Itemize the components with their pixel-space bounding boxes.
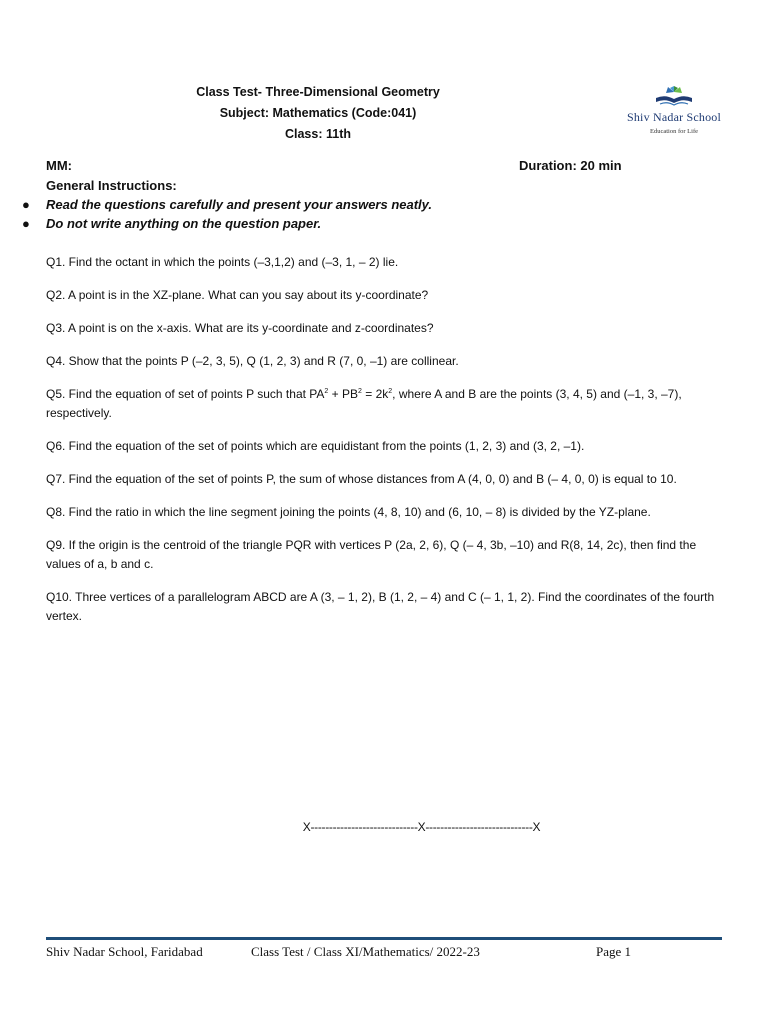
footer-page-number: Page 1 — [596, 944, 632, 959]
question-9: Q9. If the origin is the centroid of the triangle PQR with vertices P (2a, 2, 6), Q (– 4, 3b, –10) and R(8, 14, 2c), then find the values of a, b and c. — [46, 538, 697, 571]
question-4: Q4. Show that the points P (–2, 3, 5), Q (1, 2, 3) and R (7, 0, –1) are collinear. — [46, 354, 459, 368]
question-10: Q10. Three vertices of a parallelogram ABCD are A (3, – 1, 2), B (1, 2, – 4) and C (– 1, 1, 2). Find the coordinates of the fourth vertex. — [46, 590, 715, 623]
question-1: Q1. Find the octant in which the points (–3,1,2) and (–3, 1, – 2) lie. — [46, 255, 399, 269]
bullet-icon: ● — [22, 197, 30, 212]
subject-line: Subject: Mathematics (Code:041) — [219, 106, 417, 120]
question-2: Q2. A point is in the XZ-plane. What can you say about its y-coordinate? — [46, 288, 429, 302]
footer-rule — [46, 937, 722, 940]
instruction-text: Do not write anything on the question paper. — [46, 216, 322, 231]
document-header — [0, 82, 636, 145]
question-5: Q5. Find the equation of set of points P such that $PA^2 + PB^2 = 2k^2$, where A and B are the points (3, 4, 5) and (–1, 3, –7), respectively. — [46, 387, 682, 420]
bullet-icon: ● — [22, 216, 30, 231]
max-marks: MM: — [46, 158, 72, 173]
school-logo-name: Shiv Nadar School — [626, 110, 722, 124]
instructions-heading: General Instructions: — [46, 178, 177, 193]
question-3: Q3. A point is on the x-axis. What are its y-coordinate and z-coordinates? — [46, 321, 434, 335]
instruction-item — [22, 216, 321, 231]
book-emblem-icon — [654, 86, 694, 108]
question-6: Q6. Find the equation of the set of points which are equidistant from the points (1, 2, 3) and (3, 2, –1). — [46, 439, 585, 453]
school-logo — [626, 86, 722, 135]
class-line: Class: 11th — [284, 127, 351, 141]
school-logo-tagline: Education for Life — [649, 128, 698, 135]
duration: Duration: 20 min — [519, 158, 622, 173]
question-7: Q7. Find the equation of the set of points P, the sum of whose distances from A (4, 0, 0) and B (– 4, 0, 0) is equal to 10. — [46, 472, 677, 486]
footer-school: Shiv Nadar School, Faridabad — [46, 944, 203, 959]
test-title: Class Test- Three-Dimensional Geometry — [196, 85, 440, 99]
end-separator: X-----------------------------X-----------------------------X — [302, 820, 541, 834]
instruction-item — [22, 197, 432, 212]
footer-course-info: Class Test / Class XI/Mathematics/ 2022-23 — [251, 944, 480, 959]
question-8: Q8. Find the ratio in which the line segment joining the points (4, 8, 10) and (6, 10, – 8) is divided by the YZ-plane. — [46, 505, 651, 519]
instruction-text: Read the questions carefully and present your answers neatly. — [46, 197, 433, 212]
question-list — [46, 253, 722, 640]
